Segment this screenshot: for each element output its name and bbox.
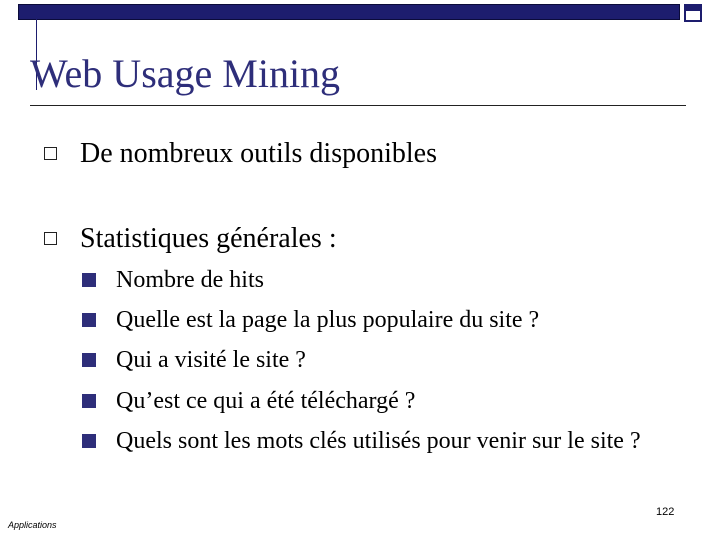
sub-bullet-text: Quelle est la page la plus populaire du site ? [116, 307, 540, 333]
slide-title: Web Usage Mining [30, 51, 341, 96]
header-decoration-box-fill [684, 4, 702, 11]
header-decoration-bar [18, 4, 680, 20]
bullet-text: Statistiques générales : [80, 223, 337, 254]
bullet-text: De nombreux outils disponibles [80, 138, 437, 169]
filled-square-bullet-icon [82, 273, 96, 287]
sub-bullet-text: Qui a visité le site ? [116, 347, 306, 373]
page-number: 122 [656, 506, 675, 518]
title-underline [30, 105, 686, 106]
sub-bullet-text: Nombre de hits [116, 267, 264, 293]
sub-bullet-text: Qu’est ce qui a été téléchargé ? [116, 388, 416, 414]
filled-square-bullet-icon [82, 434, 96, 448]
filled-square-bullet-icon [82, 313, 96, 327]
footer-label: Applications [8, 520, 57, 530]
sub-bullet-text: Quels sont les mots clés utilisés pour venir sur le site ? [116, 428, 641, 454]
filled-square-bullet-icon [82, 394, 96, 408]
hollow-square-bullet-icon [44, 147, 57, 160]
hollow-square-bullet-icon [44, 232, 57, 245]
filled-square-bullet-icon [82, 353, 96, 367]
